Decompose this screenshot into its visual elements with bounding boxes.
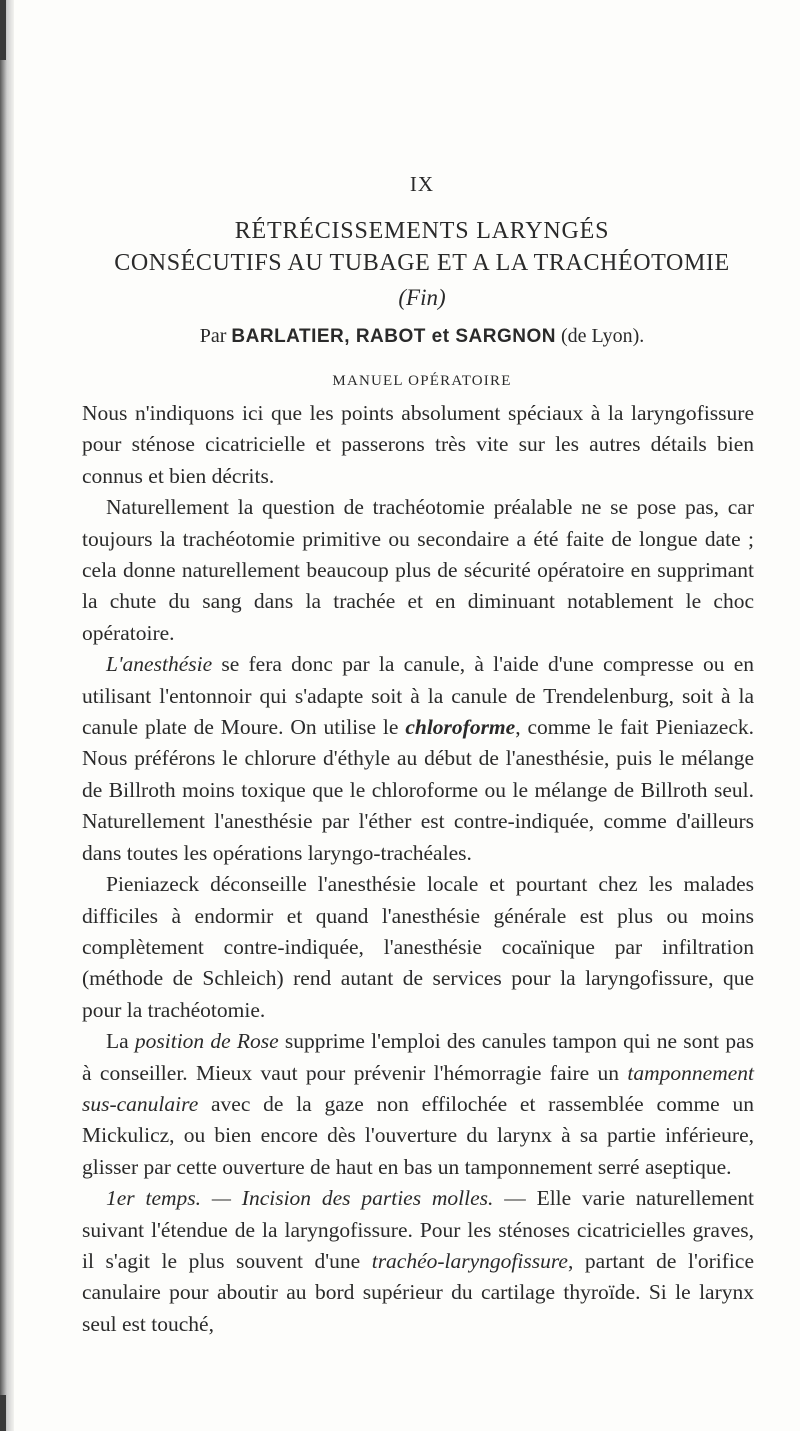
term-tamponnement: tamponnement sus-canulaire: [82, 1060, 754, 1116]
paragraph-1: Nous n'indiquons ici que les points absolument spéciaux à la laryngofissure pour sténose cicatricielle et passerons très vite sur les autres détails bien connus et bien décrits.: [82, 401, 754, 488]
title-fin: (Fin): [398, 285, 446, 310]
byline-authors: BARLATIER, RABOT et SARGNON: [231, 326, 556, 347]
term-chloroforme: chloroforme: [405, 715, 516, 740]
term-position-de-rose: position de Rose: [134, 1029, 279, 1054]
term-anesthesie: L'anesthésie: [106, 652, 213, 677]
paragraph-6: 1er temps. — Incision des parties molles. — Elle varie naturellement suivant l'étendue de la laryngofissure. Pour les sténoses cicatricielles graves, il s'agit le plus souvent d'une trachéo-laryngofissure, partant de l'orifice canulaire pour aboutir au bord supérieur du cartilage thyroïde. Si le larynx seul est touché,: [82, 1186, 755, 1336]
byline-place: (de Lyon).: [560, 325, 645, 347]
paragraph-3: L'anesthésie se fera donc par la canule, à l'aide d'une compresse ou en utilisant l'entonnoir qui s'adapte soit à la canule de Trendelenburg, soit à la canule plate de Moure. On utilise le chloroforme, comme le fait Pieniazeck. Nous préférons le chlorure d'éthyle au début de l'anesthésie, puis le mélange de Billroth moins toxique que le chloroforme ou le mélange de Billroth seul. Naturellement l'anesthésie par l'éther est contre-indiquée, comme d'ailleurs dans toutes les opérations laryngo-trachéales.: [82, 652, 754, 865]
title-line-2: CONSÉCUTIFS AU TUBAGE ET A LA TRACHÉOTOMIE: [114, 250, 730, 276]
step-heading: 1er temps. — Incision des parties molles.: [106, 1186, 494, 1211]
term-tracheo-laryngofissure: trachéo-laryngofissure: [371, 1248, 568, 1273]
section-heading: MANUEL OPÉRATOIRE: [332, 373, 512, 389]
byline: [82, 325, 762, 348]
binding-mark: [0, 1395, 6, 1431]
title-line-1: RÉTRÉCISSEMENTS LARYNGÉS: [234, 218, 610, 244]
paragraph-5: La position de Rose supprime l'emploi des canules tampon qui ne sont pas à conseiller. Mieux vaut pour prévenir l'hémorragie faire un tamponnement sus-canulaire avec de la gaze non effilochée et rassemblée comme un Mickulicz, ou bien encore dès l'ouverture du larynx à sa partie inférieure, glisser par cette ouverture de haut en bas un tamponnement serré aseptique.: [82, 1029, 754, 1179]
body-text: [82, 398, 754, 1340]
binding-mark: [0, 0, 6, 60]
paragraph-4: Pieniazeck déconseille l'anesthésie locale et pourtant chez les malades difficiles à endormir et quand l'anesthésie générale est plus ou moins complètement contre-indiquée, l'anesthésie cocaïnique par infiltration (méthode de Schleich) rend autant de services pour la laryngofissure, que pour la trachéotomie.: [82, 872, 754, 1022]
page-binding-edge: [0, 0, 14, 1431]
paragraph-2: Naturellement la question de trachéotomie préalable ne se pose pas, car toujours la trachéotomie primitive ou secondaire a été faite de longue date ; cela donne naturellement beaucoup plus de sécurité opératoire en supprimant la chute du sang dans la trachée et en diminuant notablement le choc opératoire.: [82, 495, 754, 645]
byline-par: Par: [199, 325, 227, 347]
chapter-number: IX: [409, 172, 435, 196]
